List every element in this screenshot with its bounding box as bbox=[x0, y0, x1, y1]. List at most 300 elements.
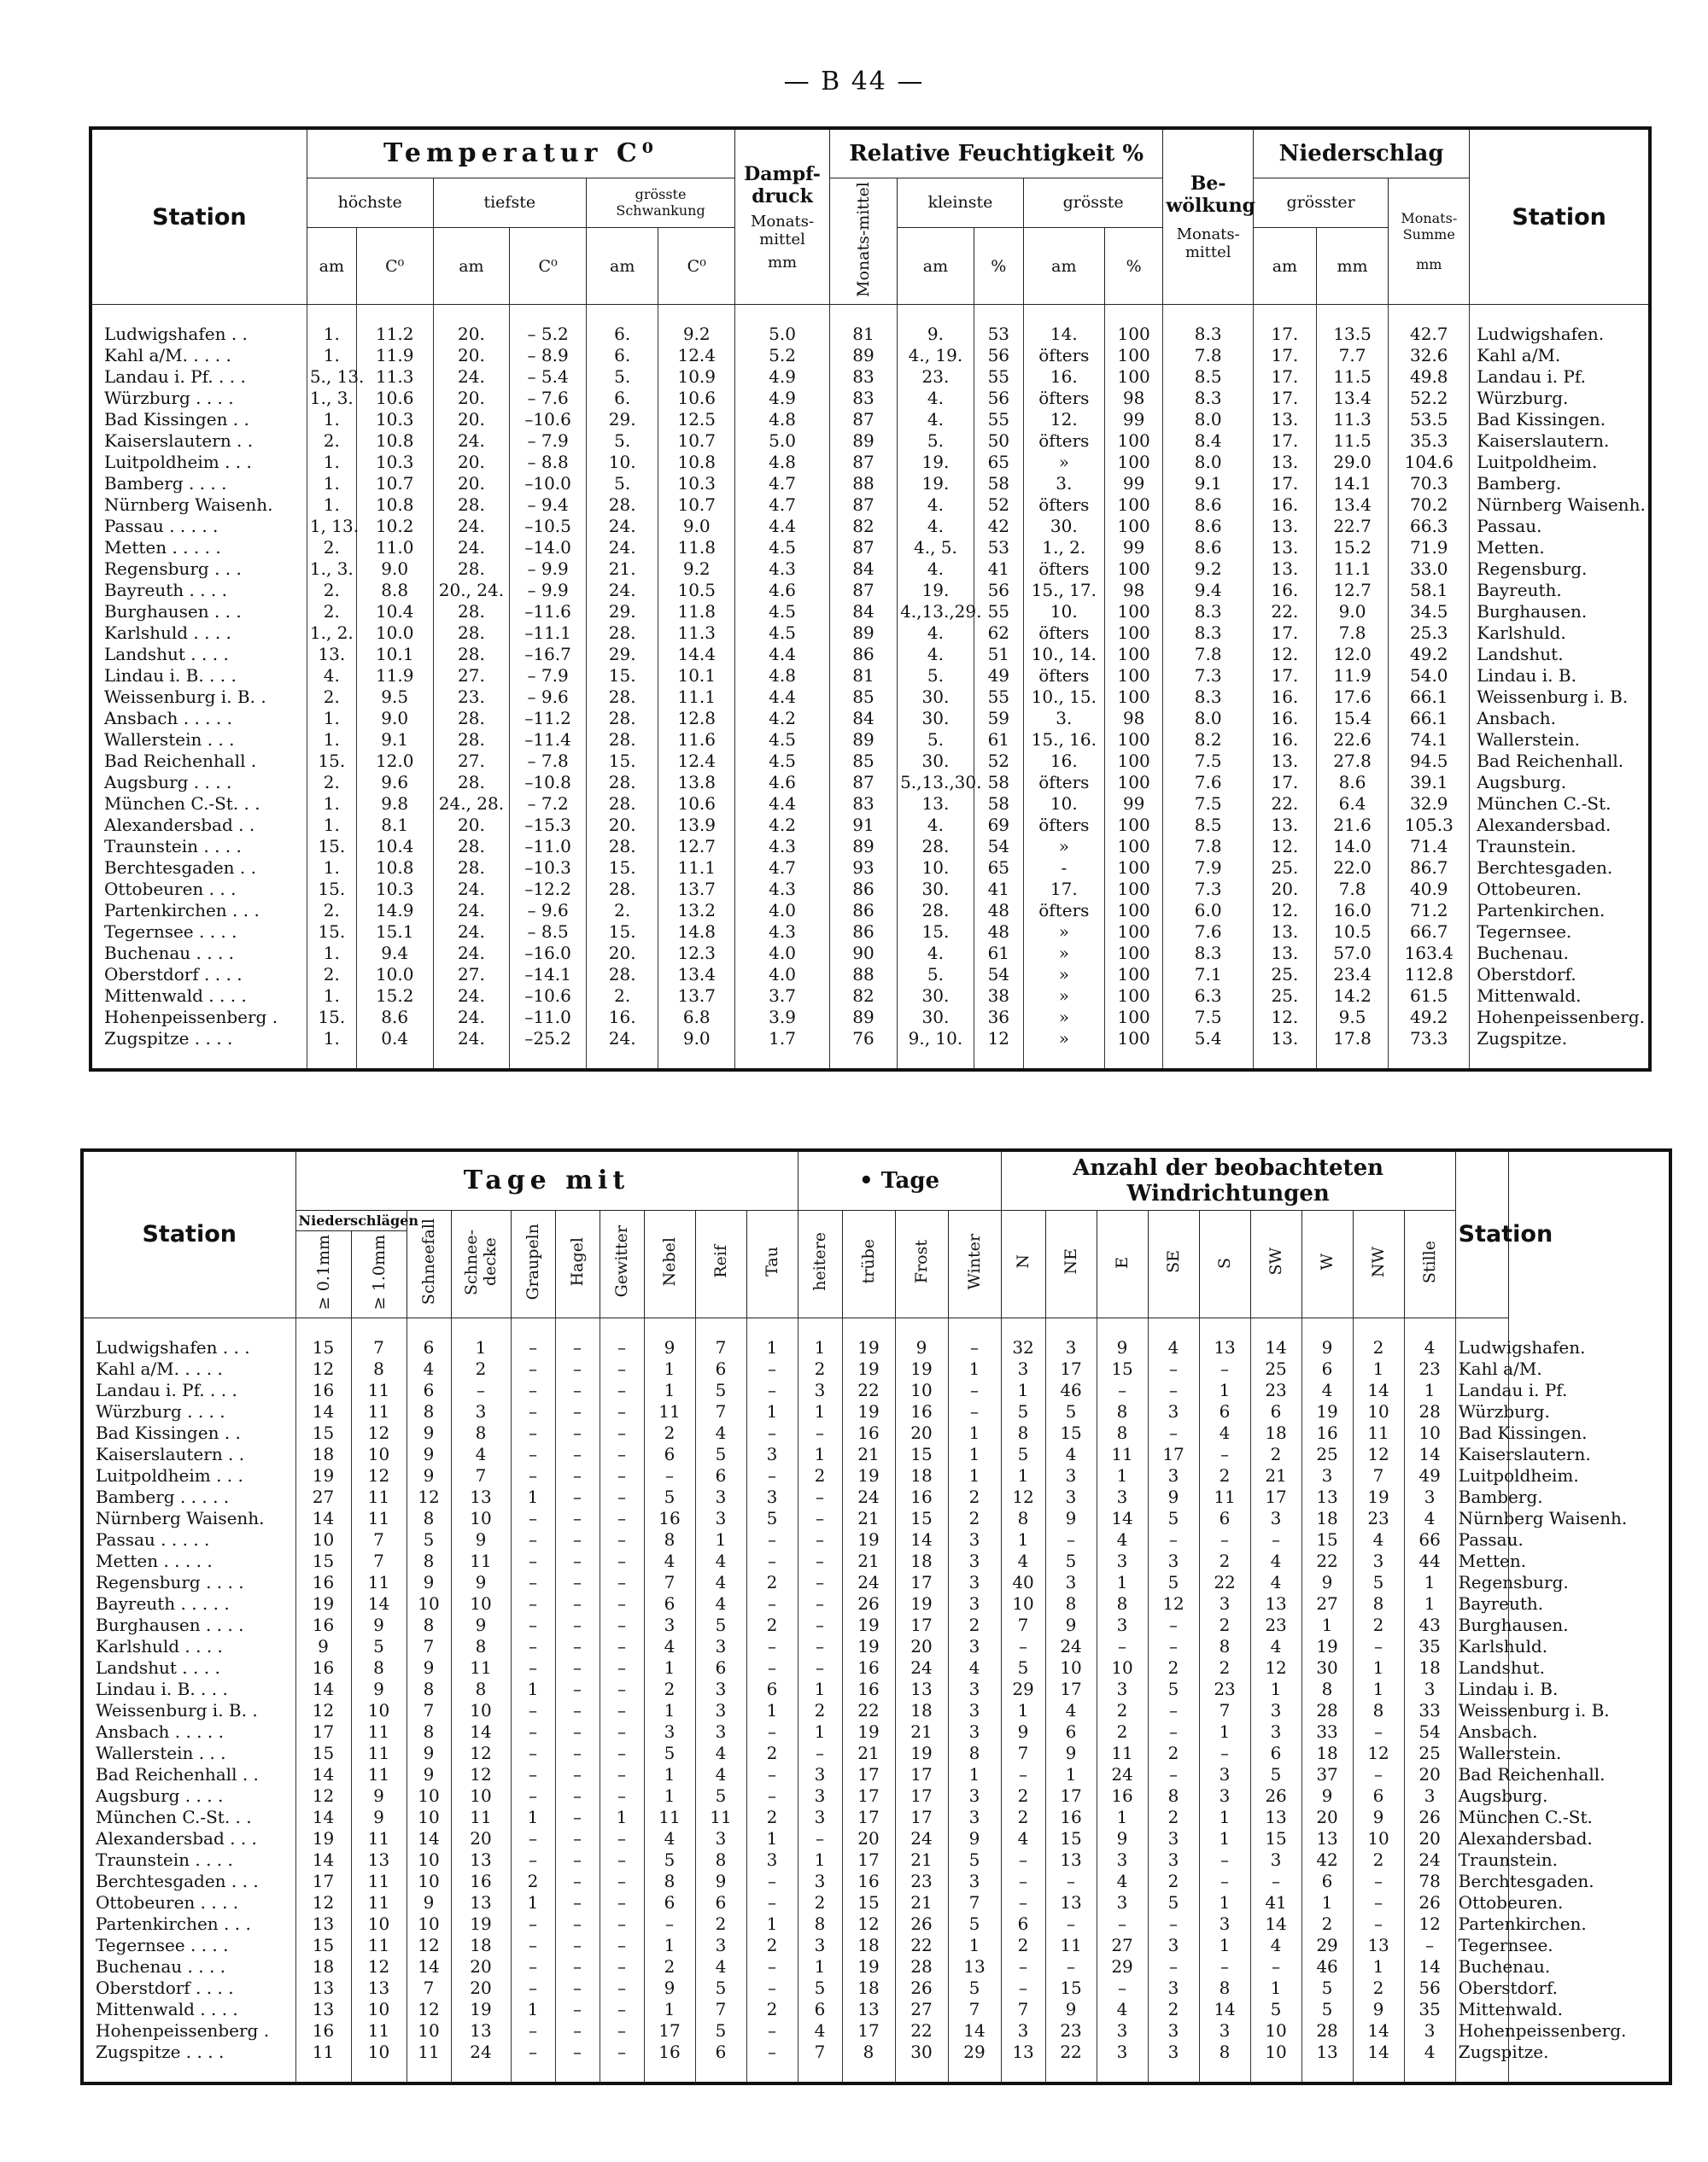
station-name-right: Buchenau. bbox=[1470, 943, 1650, 964]
table-cell: 10. bbox=[1023, 793, 1104, 815]
table-cell: Bad Reichenhall. bbox=[1455, 1764, 1508, 1785]
table-cell: 12.3 bbox=[658, 943, 735, 964]
table-cell: 19 bbox=[295, 1593, 351, 1615]
table-cell: 3 bbox=[948, 1636, 1001, 1657]
table-cell: 9. bbox=[898, 305, 974, 346]
table-cell: – bbox=[600, 1764, 644, 1785]
table-cell: 24. bbox=[433, 1028, 510, 1070]
table-cell: –10.0 bbox=[510, 473, 587, 494]
table-cell: 8.5 bbox=[1163, 366, 1254, 388]
table-cell: 9.1 bbox=[1163, 473, 1254, 494]
table-cell: 8.6 bbox=[1163, 537, 1254, 558]
table-cell: 10 bbox=[451, 1508, 511, 1529]
table-cell: – bbox=[600, 1615, 644, 1636]
table-cell: 1 bbox=[798, 1318, 842, 1359]
table-cell: – bbox=[600, 1657, 644, 1679]
table-cell: 1 bbox=[798, 1444, 842, 1465]
table-cell: 17. bbox=[1023, 879, 1104, 900]
table-cell: 18 bbox=[295, 1956, 351, 1978]
sub-tiefste: tiefste bbox=[433, 178, 586, 228]
table-cell: 99 bbox=[1104, 793, 1163, 815]
table-cell: 11 bbox=[695, 1807, 746, 1828]
table-cell: 5 bbox=[644, 1487, 695, 1508]
station-name-right: München C.-St. bbox=[1470, 793, 1650, 815]
table-cell: 19. bbox=[898, 473, 974, 494]
table-cell: 1.7 bbox=[735, 1028, 830, 1070]
table-cell: 2 bbox=[948, 1615, 1001, 1636]
table-cell: 17 bbox=[842, 1764, 895, 1785]
table-cell: – bbox=[511, 1721, 555, 1743]
table-cell: – 9.9 bbox=[510, 580, 587, 601]
table-cell: 6 bbox=[695, 1657, 746, 1679]
table-cell: – bbox=[1097, 1914, 1148, 1935]
table-cell: 4 bbox=[1045, 1700, 1097, 1721]
table-cell: 5 bbox=[798, 1978, 842, 1999]
table-cell: 11.9 bbox=[356, 345, 433, 366]
table-cell: 14.0 bbox=[1316, 836, 1388, 857]
table-cell: 14 bbox=[1353, 2020, 1404, 2042]
table-cell: 87 bbox=[829, 409, 897, 430]
table-cell: 19 bbox=[842, 1359, 895, 1380]
table-cell: 7.8 bbox=[1316, 879, 1388, 900]
h-graupeln bbox=[511, 1210, 555, 1318]
table-cell: 100 bbox=[1104, 665, 1163, 687]
table-cell: öfters bbox=[1023, 815, 1104, 836]
table-cell: 4.5 bbox=[735, 729, 830, 751]
table-row bbox=[91, 729, 1650, 751]
table-cell: 17 bbox=[295, 1721, 351, 1743]
table-cell: 100 bbox=[1104, 985, 1163, 1007]
table-cell: 13.4 bbox=[658, 964, 735, 985]
table-cell: – bbox=[798, 1657, 842, 1679]
table-cell: – bbox=[1353, 1764, 1404, 1785]
table-cell: 4.4 bbox=[735, 793, 830, 815]
table-cell: 6.3 bbox=[1163, 985, 1254, 1007]
wind-w-label: W bbox=[1318, 1253, 1337, 1271]
rf-monatsmittel-label: Monats-mittel bbox=[854, 181, 873, 297]
table-cell: 2 bbox=[1001, 1785, 1045, 1807]
table-cell: 16 bbox=[295, 1380, 351, 1401]
table-cell: 13.4 bbox=[1316, 388, 1388, 409]
col-station: Station bbox=[82, 1150, 295, 1318]
table-cell: 3 bbox=[948, 1785, 1001, 1807]
table-cell: 15 bbox=[295, 1743, 351, 1764]
table-cell: 1 bbox=[1199, 1892, 1250, 1914]
table-cell: 2. bbox=[586, 900, 658, 921]
table-cell: Metten. bbox=[1455, 1551, 1508, 1572]
table-cell: 11 bbox=[295, 2042, 351, 2083]
table-cell: Wallerstein. bbox=[1455, 1743, 1508, 1764]
table-cell: 9 bbox=[948, 1828, 1001, 1849]
table-cell: – bbox=[451, 1380, 511, 1401]
table-cell: – bbox=[1001, 1978, 1045, 1999]
table-cell: 71.9 bbox=[1389, 537, 1470, 558]
table-cell: 7.3 bbox=[1163, 879, 1254, 900]
table-cell: – bbox=[511, 1935, 555, 1956]
table-cell: – 7.9 bbox=[510, 430, 587, 452]
table-cell: 13. bbox=[1253, 558, 1316, 580]
table-cell: 24. bbox=[433, 921, 510, 943]
table-cell: 5., 13. bbox=[307, 366, 356, 388]
table-cell: 4. bbox=[898, 644, 974, 665]
table-cell: 4.3 bbox=[735, 836, 830, 857]
table-cell: 1 bbox=[1353, 1657, 1404, 1679]
table-cell: 8 bbox=[351, 1359, 407, 1380]
table-cell: – bbox=[511, 1636, 555, 1657]
table-cell: 17 bbox=[895, 1807, 948, 1828]
table-cell: 11 bbox=[351, 1401, 407, 1423]
table-cell: Mittenwald. bbox=[1455, 1999, 1508, 2020]
table-cell: 17 bbox=[1148, 1444, 1199, 1465]
table-cell: 21 bbox=[842, 1444, 895, 1465]
table-cell: – bbox=[1148, 1721, 1199, 1743]
table-cell: 2. bbox=[307, 430, 356, 452]
table-cell: 42 bbox=[1301, 1849, 1353, 1871]
table-cell: 17 bbox=[895, 1764, 948, 1785]
h-winter bbox=[948, 1210, 1001, 1318]
table-cell: 3 bbox=[948, 1700, 1001, 1721]
table-cell: 3 bbox=[948, 1593, 1001, 1615]
table-cell: 19 bbox=[842, 1529, 895, 1551]
table-cell: 6. bbox=[586, 345, 658, 366]
table-cell: 104.6 bbox=[1389, 452, 1470, 473]
table-cell: – bbox=[511, 1657, 555, 1679]
table-cell: 4. bbox=[898, 516, 974, 537]
table-cell: 3 bbox=[1404, 1679, 1455, 1700]
table-cell: – bbox=[555, 1401, 600, 1423]
table-cell: 19 bbox=[895, 1359, 948, 1380]
table-cell: 19 bbox=[451, 1914, 511, 1935]
table-cell: 11.6 bbox=[658, 729, 735, 751]
table-cell: 15. bbox=[307, 751, 356, 772]
table-cell: 10.5 bbox=[1316, 921, 1388, 943]
table-cell: 10.4 bbox=[356, 836, 433, 857]
station-name: Traunstein . . . . bbox=[82, 1849, 295, 1871]
table-cell: 1 bbox=[1353, 1956, 1404, 1978]
table-cell: 13 bbox=[842, 1999, 895, 2020]
table-cell: 41 bbox=[1250, 1892, 1301, 1914]
table-cell: 98 bbox=[1104, 388, 1163, 409]
table-cell: 4.5 bbox=[735, 751, 830, 772]
table-cell: öfters bbox=[1023, 665, 1104, 687]
table-cell: 20. bbox=[433, 473, 510, 494]
table-cell: 20 bbox=[451, 1828, 511, 1849]
table-cell: –11.6 bbox=[510, 601, 587, 622]
table-cell: 22 bbox=[1301, 1551, 1353, 1572]
table-cell: 9 bbox=[1045, 1615, 1097, 1636]
table-cell: 24. bbox=[433, 985, 510, 1007]
table-cell: » bbox=[1023, 1028, 1104, 1070]
station-name: Metten . . . . . bbox=[82, 1551, 295, 1572]
table-cell: 5 bbox=[695, 2020, 746, 2042]
table-cell: 94.5 bbox=[1389, 751, 1470, 772]
table-cell: 11 bbox=[407, 2042, 451, 2083]
table-cell: 8.3 bbox=[1163, 622, 1254, 644]
table-cell: – 7.8 bbox=[510, 751, 587, 772]
table-cell: – bbox=[555, 2020, 600, 2042]
table-cell: 13. bbox=[1253, 452, 1316, 473]
table-cell: 61.5 bbox=[1389, 985, 1470, 1007]
table-cell: 1 bbox=[695, 1529, 746, 1551]
table-row bbox=[91, 943, 1650, 964]
station-name-right: Wallerstein. bbox=[1470, 729, 1650, 751]
table-cell: 13 bbox=[1001, 2042, 1045, 2083]
table-cell: 4 bbox=[695, 1743, 746, 1764]
table-cell: 38 bbox=[974, 985, 1023, 1007]
table-cell: 1 bbox=[746, 1914, 798, 1935]
table-cell: 28. bbox=[433, 644, 510, 665]
table-cell: 2 bbox=[1097, 1700, 1148, 1721]
table-cell: 25.3 bbox=[1389, 622, 1470, 644]
station-name: Würzburg . . . . bbox=[82, 1401, 295, 1423]
table-cell: 3 bbox=[1148, 1465, 1199, 1487]
table-cell: 9.0 bbox=[356, 708, 433, 729]
table-cell: 100 bbox=[1104, 601, 1163, 622]
table-cell: 11.1 bbox=[658, 687, 735, 708]
table-cell: 10 bbox=[1250, 2042, 1301, 2083]
table-cell: 4 bbox=[1353, 1529, 1404, 1551]
table-cell: 17.8 bbox=[1316, 1028, 1388, 1070]
station-name: Nürnberg Waisenh. bbox=[82, 1508, 295, 1529]
table-cell: 29.0 bbox=[1316, 452, 1388, 473]
table-cell: 16 bbox=[295, 2020, 351, 2042]
table-cell: 1 bbox=[798, 1401, 842, 1423]
table-cell: 1 bbox=[798, 1679, 842, 1700]
table-cell: 85 bbox=[829, 751, 897, 772]
table-cell: 100 bbox=[1104, 558, 1163, 580]
table-cell: 24. bbox=[433, 366, 510, 388]
station-name: Regensburg . . . bbox=[91, 558, 307, 580]
table-cell: 17 bbox=[842, 1849, 895, 1871]
table-cell: 16. bbox=[1023, 366, 1104, 388]
table-cell: – bbox=[746, 1593, 798, 1615]
table-cell: 17 bbox=[842, 2020, 895, 2042]
table-cell: 6 bbox=[695, 1892, 746, 1914]
table-cell: 14.9 bbox=[356, 900, 433, 921]
table-cell: 53 bbox=[974, 305, 1023, 346]
page-number: — B 44 — bbox=[783, 67, 925, 96]
table-cell: 2 bbox=[1001, 1807, 1045, 1828]
table-cell: –11.0 bbox=[510, 1007, 587, 1028]
table-cell: – bbox=[555, 1849, 600, 1871]
table-row bbox=[91, 793, 1650, 815]
table-cell: 3 bbox=[1097, 1679, 1148, 1700]
table-cell: 42 bbox=[974, 516, 1023, 537]
table-cell: 4.7 bbox=[735, 494, 830, 516]
table-cell: 25. bbox=[1253, 857, 1316, 879]
table-cell: 5. bbox=[898, 729, 974, 751]
table-cell: 27 bbox=[1097, 1935, 1148, 1956]
table-cell: – bbox=[1199, 1849, 1250, 1871]
table-cell: – bbox=[1001, 1849, 1045, 1871]
table-cell: 1. bbox=[307, 473, 356, 494]
table-cell: – bbox=[1353, 1721, 1404, 1743]
table-cell: 5.0 bbox=[735, 430, 830, 452]
table-cell: – bbox=[511, 2020, 555, 2042]
table-cell: – bbox=[600, 1551, 644, 1572]
table-cell: 3 bbox=[695, 1700, 746, 1721]
table-row bbox=[82, 1849, 1670, 1871]
table-cell: 41 bbox=[974, 879, 1023, 900]
table-cell: 4 bbox=[644, 1828, 695, 1849]
table-cell: Zugspitze. bbox=[1455, 2042, 1508, 2083]
table-cell: 65 bbox=[974, 452, 1023, 473]
table-cell: 20. bbox=[433, 345, 510, 366]
table-cell: 20. bbox=[433, 452, 510, 473]
table-cell: 25. bbox=[1253, 964, 1316, 985]
table-cell: 1 bbox=[644, 1380, 695, 1401]
table-row bbox=[82, 1657, 1670, 1679]
table-cell: 7 bbox=[1353, 1465, 1404, 1487]
table-cell: 11.3 bbox=[356, 366, 433, 388]
table-cell: 100 bbox=[1104, 494, 1163, 516]
table-cell: 3 bbox=[798, 1785, 842, 1807]
table-cell: - bbox=[1023, 857, 1104, 879]
table-cell: Ludwigshafen. bbox=[1455, 1318, 1508, 1359]
table-cell: 3. bbox=[1023, 473, 1104, 494]
table-cell: 7.8 bbox=[1163, 345, 1254, 366]
station-name: Mittenwald . . . . bbox=[91, 985, 307, 1007]
table-cell: 8 bbox=[1097, 1423, 1148, 1444]
table-cell: – bbox=[746, 1380, 798, 1401]
table-cell: 11 bbox=[451, 1551, 511, 1572]
table-cell: –11.1 bbox=[510, 622, 587, 644]
table-cell: 21 bbox=[842, 1508, 895, 1529]
h-tiefste-am: am bbox=[433, 228, 510, 305]
table-cell: 4.5 bbox=[735, 622, 830, 644]
table-cell: 11.3 bbox=[1316, 409, 1388, 430]
table-cell: 16 bbox=[1301, 1423, 1353, 1444]
table-cell: 28. bbox=[586, 964, 658, 985]
table-cell: 4 bbox=[1199, 1423, 1250, 1444]
table-cell: 20. bbox=[433, 305, 510, 346]
table-cell: 22 bbox=[842, 1380, 895, 1401]
table-cell: – bbox=[555, 1508, 600, 1529]
table-cell: 16 bbox=[644, 2042, 695, 2083]
table-cell: 10 bbox=[1045, 1657, 1097, 1679]
table-cell: 17 bbox=[842, 1785, 895, 1807]
table-cell: – bbox=[511, 1615, 555, 1636]
station-name-right: Bad Reichenhall. bbox=[1470, 751, 1650, 772]
table-cell: Weissenburg i. B. bbox=[1455, 1700, 1508, 1721]
table-cell: 22 bbox=[1045, 2042, 1097, 2083]
table-cell: 27 bbox=[295, 1487, 351, 1508]
station-name: Bamberg . . . . . bbox=[82, 1487, 295, 1508]
gewitter-label: Gewitter bbox=[612, 1225, 631, 1298]
table-cell: – bbox=[746, 1551, 798, 1572]
table-cell: 1 bbox=[644, 1999, 695, 2020]
table-cell: – bbox=[1001, 1764, 1045, 1785]
table-row bbox=[91, 452, 1650, 473]
station-name: Wallerstein . . . bbox=[91, 729, 307, 751]
station-name-right: Nürnberg Waisenh. bbox=[1470, 494, 1650, 516]
dampfdruck-monatsmittel: Monats-mittel bbox=[750, 212, 815, 248]
table-cell: 6.4 bbox=[1316, 793, 1388, 815]
table-cell: 5. bbox=[586, 473, 658, 494]
table-cell: – bbox=[798, 1508, 842, 1529]
table-cell: 1. bbox=[307, 729, 356, 751]
table-cell: Karlshuld. bbox=[1455, 1636, 1508, 1657]
table-cell: 3 bbox=[1199, 1914, 1250, 1935]
table-cell: 10 bbox=[451, 1593, 511, 1615]
table-cell: 20. bbox=[1253, 879, 1316, 900]
table-cell: – bbox=[511, 1700, 555, 1721]
table-cell: 19. bbox=[898, 580, 974, 601]
table-cell: Ottobeuren. bbox=[1455, 1892, 1508, 1914]
table-cell: öfters bbox=[1023, 388, 1104, 409]
table-cell: 9.2 bbox=[658, 558, 735, 580]
table-row bbox=[82, 1700, 1670, 1721]
table-cell: Burghausen. bbox=[1455, 1615, 1508, 1636]
table-cell: 13 bbox=[1250, 1593, 1301, 1615]
table-cell: 3 bbox=[798, 1935, 842, 1956]
table-cell: – bbox=[555, 1721, 600, 1743]
table-cell: 5 bbox=[695, 1978, 746, 1999]
table-cell: 6 bbox=[407, 1318, 451, 1359]
h-kleinste-am: am bbox=[898, 228, 974, 305]
station-name-right: Passau. bbox=[1470, 516, 1650, 537]
table-cell: 3 bbox=[1250, 1508, 1301, 1529]
table-cell: – bbox=[1148, 1914, 1199, 1935]
table-cell: 90 bbox=[829, 943, 897, 964]
table-cell: 14 bbox=[295, 1508, 351, 1529]
table-cell: 30. bbox=[898, 1007, 974, 1028]
table-cell: 7 bbox=[351, 1318, 407, 1359]
table-cell: –14.1 bbox=[510, 964, 587, 985]
table-cell: 6 bbox=[644, 1892, 695, 1914]
table-cell: 17. bbox=[1253, 345, 1316, 366]
table-cell: » bbox=[1023, 943, 1104, 964]
table-cell: – bbox=[600, 1444, 644, 1465]
table-cell: 56 bbox=[1404, 1978, 1455, 1999]
table-cell: – bbox=[511, 1978, 555, 1999]
table-cell: – bbox=[600, 1508, 644, 1529]
table-cell: 1 bbox=[1199, 1380, 1250, 1401]
sub-niederschlaegen: Niederschlägen bbox=[295, 1210, 407, 1230]
table-cell: – bbox=[1353, 1636, 1404, 1657]
table-cell: 11.3 bbox=[658, 622, 735, 644]
table-cell: 6 bbox=[1250, 1401, 1301, 1423]
table-cell: 11.1 bbox=[1316, 558, 1388, 580]
table-cell: 100 bbox=[1104, 751, 1163, 772]
table-cell: 16 bbox=[451, 1871, 511, 1892]
table-cell: 24. bbox=[433, 537, 510, 558]
table-cell: 8 bbox=[798, 1914, 842, 1935]
table-cell: 1 bbox=[511, 1679, 555, 1700]
table-cell: 10.8 bbox=[356, 494, 433, 516]
table-cell: 2 bbox=[451, 1359, 511, 1380]
table-cell: – bbox=[511, 1465, 555, 1487]
table-cell: 16 bbox=[842, 1679, 895, 1700]
table-cell: – bbox=[948, 1318, 1001, 1359]
table-cell: 10., 14. bbox=[1023, 644, 1104, 665]
table-row bbox=[91, 622, 1650, 644]
table-cell: – bbox=[555, 1359, 600, 1380]
table-cell: 8 bbox=[644, 1529, 695, 1551]
table-cell: – bbox=[746, 1657, 798, 1679]
table-row bbox=[82, 2042, 1670, 2083]
table-cell: 37 bbox=[1301, 1764, 1353, 1785]
table-cell: 1 bbox=[1353, 1359, 1404, 1380]
table-cell: 15.1 bbox=[356, 921, 433, 943]
table-row bbox=[91, 388, 1650, 409]
table-cell: 5 bbox=[1148, 1892, 1199, 1914]
table-cell: – bbox=[555, 1380, 600, 1401]
table-cell: 81 bbox=[829, 305, 897, 346]
table-cell: – bbox=[1250, 1956, 1301, 1978]
table-cell: 11 bbox=[351, 1892, 407, 1914]
table-cell: 10 bbox=[407, 1593, 451, 1615]
